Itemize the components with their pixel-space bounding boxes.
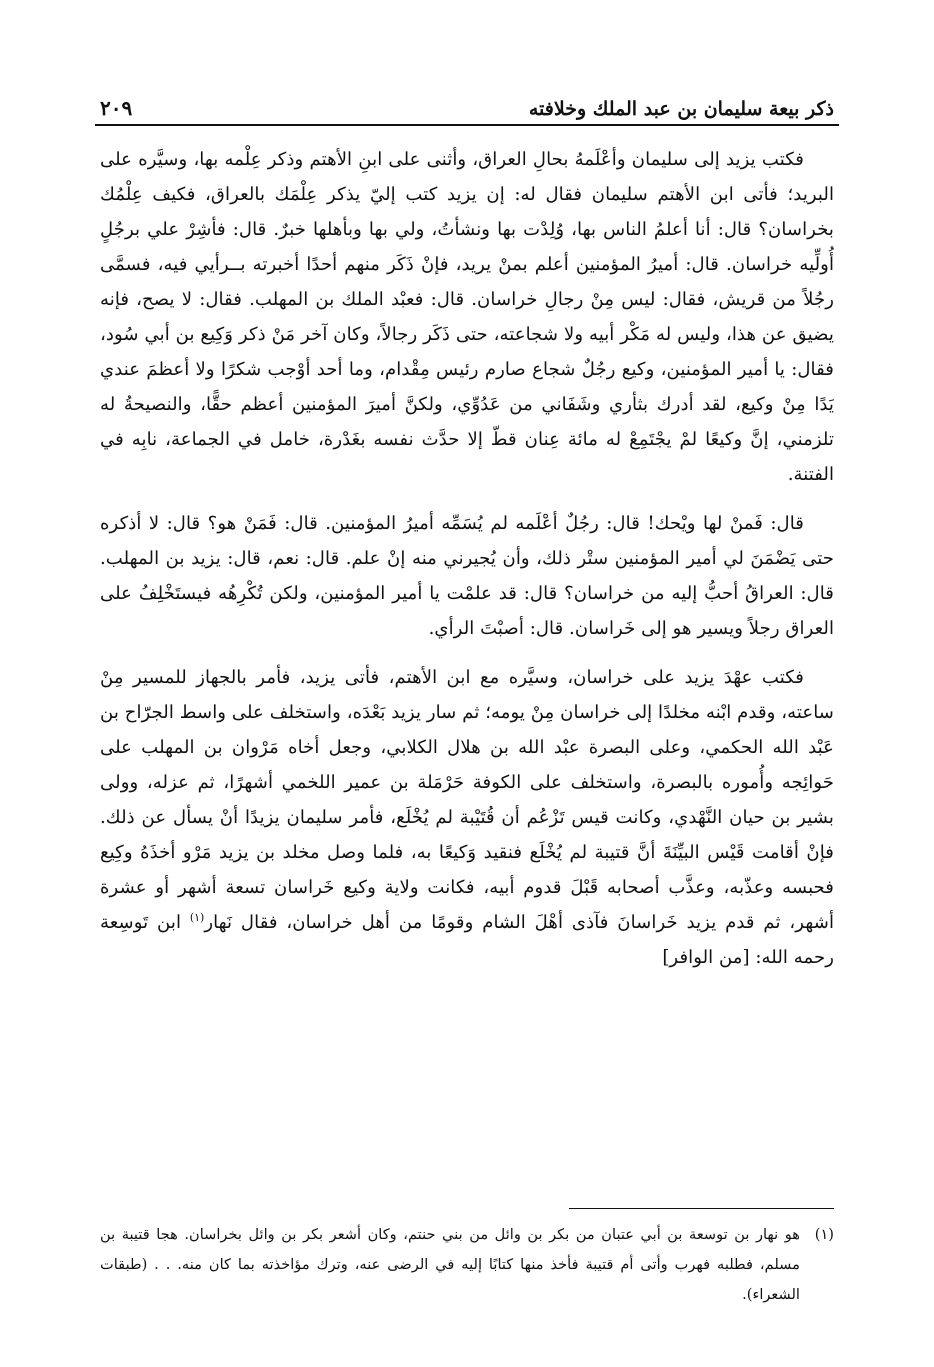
paragraph-2: قال: فَمنْ لها ويْحك! قال: رجُلٌ أعْلَمه لم يُسَمِّه أميرُ المؤمنين. قال: فَمَنْ هو؟ قال: لا أذكره حتى يَضْمَنَ لي أمير المؤمنين ستْر ذلك، وأن يُجيرني منه إنْ علم. قال: نعم، قال: يزيد بن المهلب. قال: العراقُ أحبُّ إليه من خراسان؟ قال: قد علمْت يا أمير المؤمنين، ولكن تُكْرِهُه فيستَخْلِفُ على العراق رجلاً ويسير هو إلى خَراسان. قال: أصبْتَ الرأي.	[100, 513, 834, 639]
main-text	[100, 142, 834, 989]
footnote-rule	[569, 1208, 834, 1209]
running-title: ذكر بيعة سليمان بن عبد الملك وخلافته	[528, 98, 834, 120]
paragraph-3-tail: ابن تَوسِعة رحمه الله: [من الوافر]	[100, 912, 834, 968]
paragraph-3-text: فكتب عهْدَ يزيد على خراسان، وسيَّره مع ابن الأهتم، فأتى يزيد، فأمر بالجهاز للمسير مِنْ ساعته، وقدم ابْنه مخلدًا إلى خراسان مِنْ يومه؛ ثم سار يزيد بَعْدَه، واستخلف على واسط الجرّاح بن عَبْد الله الحكمي، وعلى البصرة عبْد الله بن هلال الكلابي، وجعل أخاه مَرْوان بن المهلب على حَوائِجه وأُموره بالبصرة، واستخلف على الكوفة حَرْمَلة بن عمير اللخمي أشهرًا، ثم عزله، وولى بشير بن حيان النَّهْدي، وكانت قيس تَزْعُم أن قُتَيْبة لم يُخْلَع، فأمر سليمان يزيدًا أنْ يسأل عن ذلك. فإنْ أقامت قَيْس البيِّنَةَ أنَّ قتيبة لم يُخْلَع فنقيد وَكيعًا به، فلما وصل مخلد بن يزيد مَرْو أخذَهُ وكِيع فحبسه وعذّبه، وعذَّب أصحابه قَبْلَ قدوم أبيه، فكانت ولاية وكيع خَراسان تسعة أشهر أو عشرة أشهر، ثم قدم يزيد خَراسانَ فآذى أهْلَ الشام وقومًا من أهل خراسان، فقال نَهار	[100, 667, 834, 933]
paragraph-1: فكتب يزيد إلى سليمان وأعْلَمهُ بحالِ العراق، وأثنى على ابنِ الأهتم وذكر عِلْمه بها، وسيَّره على البريد؛ فأتى ابن الأهتم سليمان فقال له: إن يزيد كتب إليّ يذكر عِلْمَك بالعراق، فكيف عِلْمُك بخراسان؟ قال: أنا أعلمُ الناس بها، وُلِدْت بها ونشأتُ، ولي بها وبأهلها خبرٌ. قال: فأشِرْ علي برجُلٍ أُولِّيه خراسان. قال: أميرُ المؤمنين أعلم بمنْ يريد، فإنْ ذَكَر منهم أحدًا أخبرته بــرأيي فيه، فسمَّى رجُلاً من قريش، فقال: ليس مِنْ رجالِ خراسان. قال: فعبْد الملك بن المهلب. فقال: لا يصح، فإنه يضيق عن هذا، وليس له مَكْر أبيه ولا شجاعته، حتى ذَكَر رجالاً، وكان آخر مَنْ ذكر وَكِيع بن أبي سُود، فقال: يا أمير المؤمنين، وكيع رجُلٌ شجاع صارم رئيس مِقْدام، وما أحد أوْجب شكرًا ولا أعظمَ عندي يَدًا مِنْ وكيع، لقد أدرك بثأري وشَفَاني من عَدُوِّي، ولكنَّ أميرَ المؤمنين أعظم حقًّا، والنصيحةُ له تلزمني، إنَّ وكيعًا لمْ يجْتَمِعْ له مائة عِنان قطّ إلا حدَّث نفسه بغَدْرة، خامل في الجماعة، نابِه في الفتنة.	[100, 149, 834, 485]
page-header	[100, 86, 834, 120]
page-number: ٢٠٩	[100, 96, 133, 120]
footnote-reference: (١)	[189, 910, 205, 924]
header-rule	[95, 124, 839, 126]
footnote-number: (١)	[814, 1226, 834, 1243]
footnote-1	[100, 1220, 834, 1310]
paragraph-3	[100, 660, 834, 975]
footnote-text: هو نهار بن توسعة بن أبي عتبان من بكر بن وائل من بني حنتم، وكان أشعر بكر بن وائل بخراسان. هجا قتيبة بن مسلم، فطلبه فهرب وأتى أم قتيبة فأخذ منها كتابًا إليه في الرضى عنه، وترك مؤاخذته بما كان منه. . . (طبقات الشعراء).	[100, 1226, 800, 1303]
footnotes	[100, 1220, 834, 1310]
